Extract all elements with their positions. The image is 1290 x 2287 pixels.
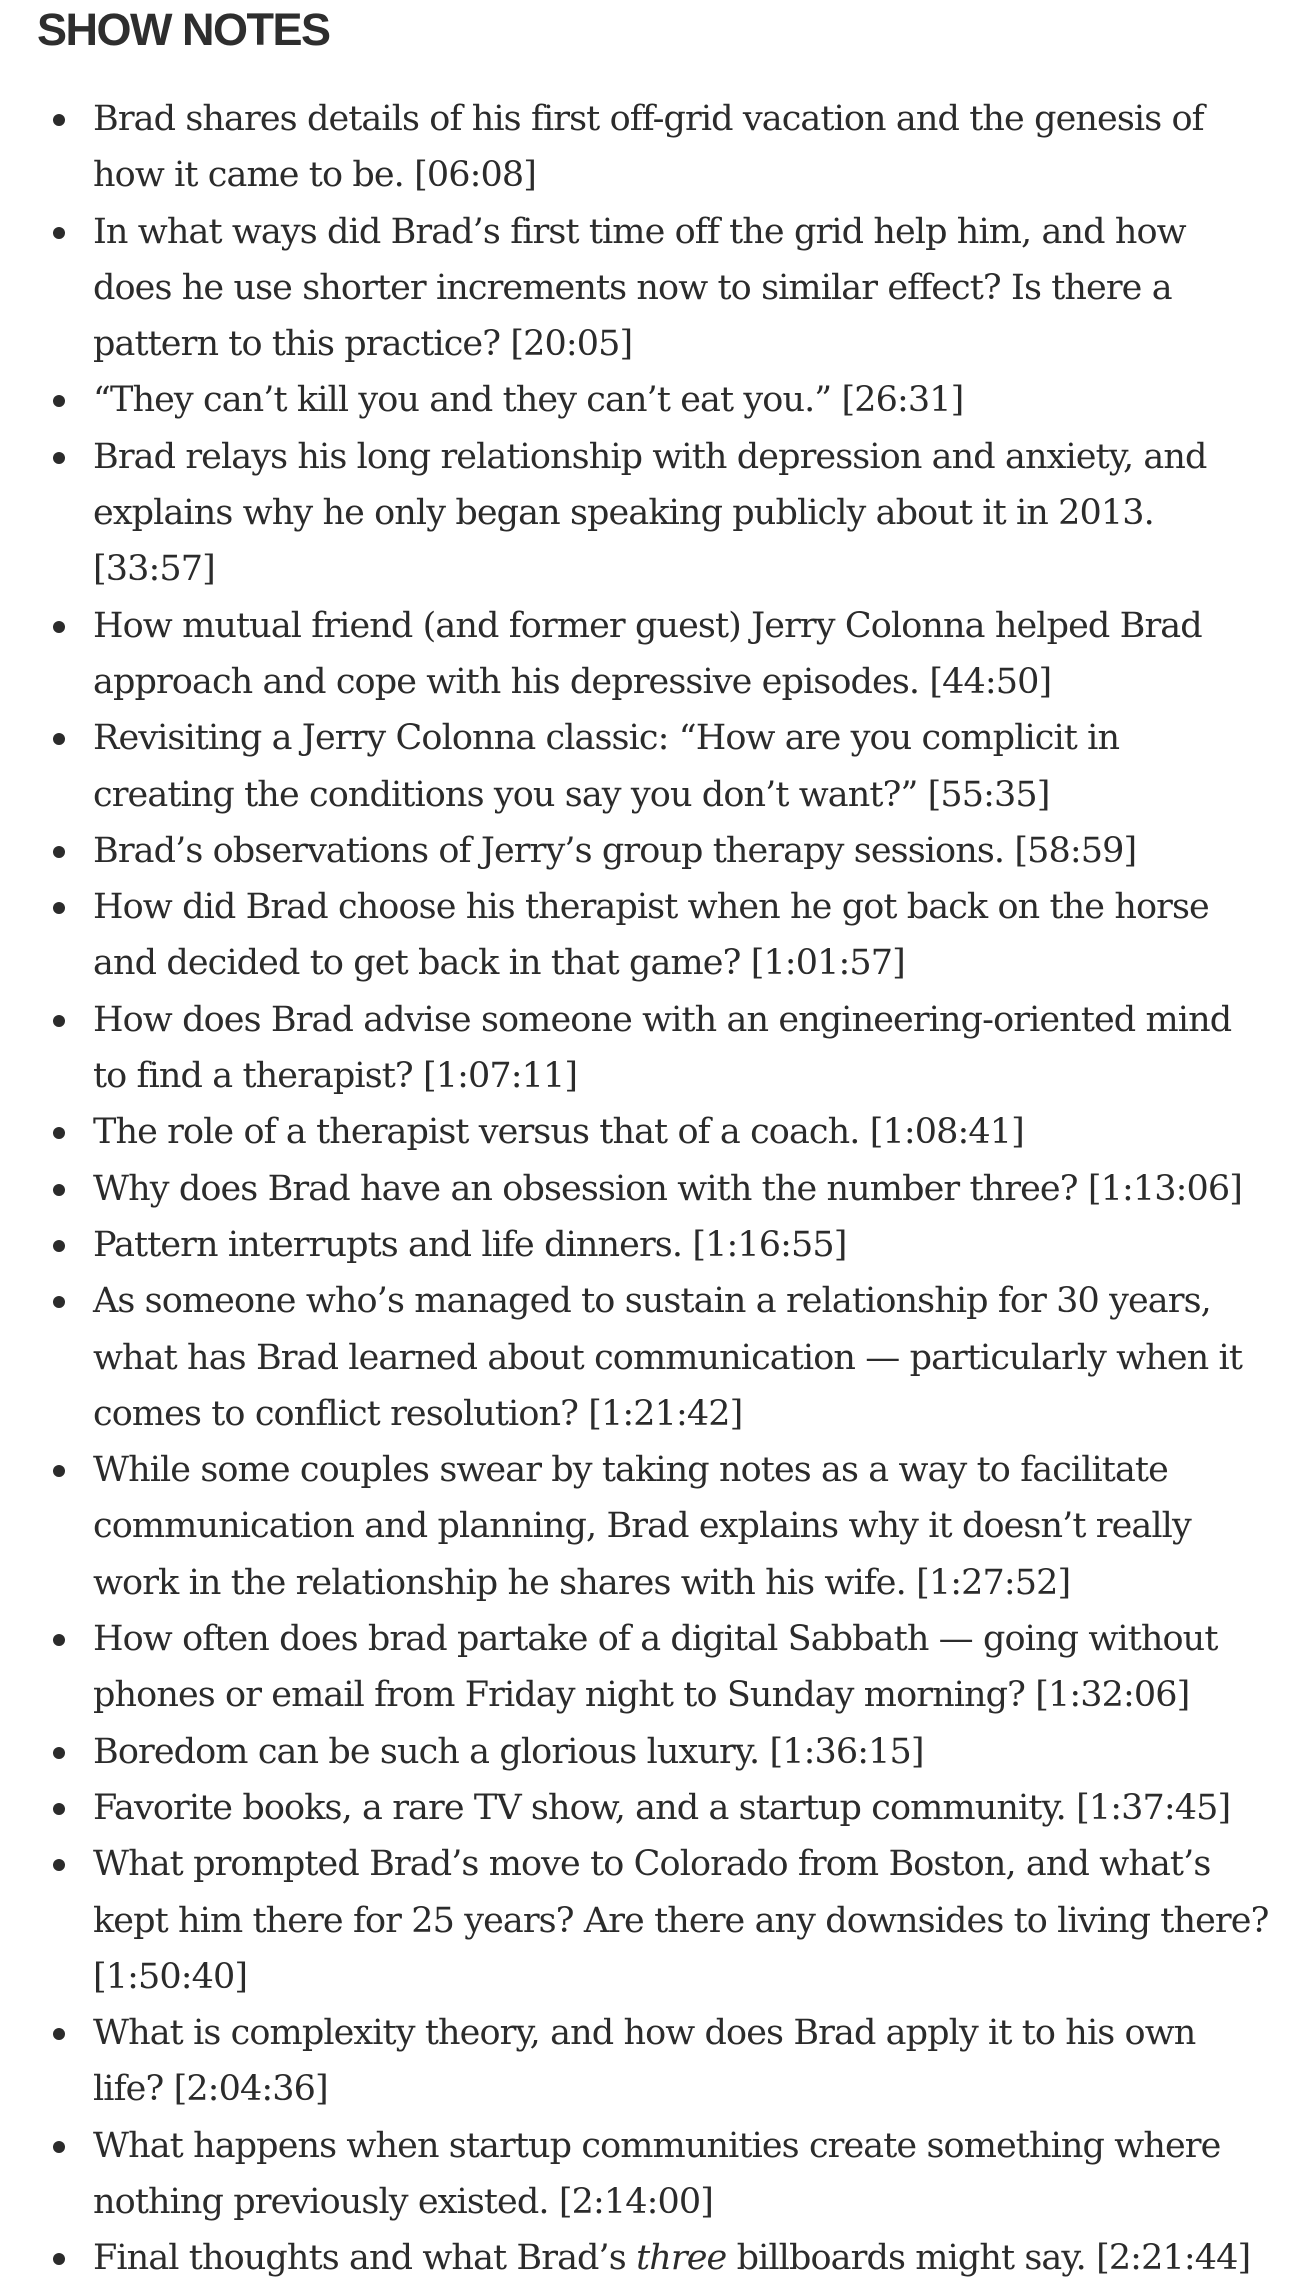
note-text: Revisiting a Jerry Colonna classic: “How are you complicit in creating the conditions you say you don’t want?” xyxy=(93,718,1120,815)
bullet-icon xyxy=(53,733,65,745)
list-item xyxy=(0,710,1290,823)
timestamp: [58:59] xyxy=(1014,830,1137,871)
list-item xyxy=(0,823,1290,879)
timestamp: [1:07:11] xyxy=(423,1056,578,1097)
note-text: Boredom can be such a glorious luxury. xyxy=(93,1731,760,1772)
list-item xyxy=(0,598,1290,711)
note-emphasis: three xyxy=(636,2238,727,2279)
list-item xyxy=(0,429,1290,598)
list-item xyxy=(0,1442,1290,1611)
bullet-icon xyxy=(53,621,65,633)
list-item xyxy=(0,1273,1290,1442)
timestamp: [55:35] xyxy=(927,774,1050,815)
bullet-icon xyxy=(53,1240,65,1252)
timestamp: [1:36:15] xyxy=(769,1731,924,1772)
list-item xyxy=(0,1217,1290,1273)
timestamp: [26:31] xyxy=(841,380,964,421)
bullet-icon xyxy=(53,1127,65,1139)
list-item xyxy=(0,2118,1290,2231)
timestamp: [2:21:44] xyxy=(1096,2238,1251,2279)
timestamp: [1:08:41] xyxy=(869,1112,1024,1153)
note-text: How does Brad advise someone with an engineering-oriented mind to find a therapist? xyxy=(93,999,1232,1097)
timestamp: [1:32:06] xyxy=(1035,1675,1190,1716)
note-text: Favorite books, a rare TV show, and a startup community. xyxy=(93,1787,1066,1828)
timestamp: [1:13:06] xyxy=(1087,1168,1242,1209)
timestamp: [33:57] xyxy=(93,549,215,590)
list-item xyxy=(0,992,1290,1105)
note-text: What prompted Brad’s move to Colorado from Boston, and what’s kept him there for 25 years? Are there any downsides to living there? xyxy=(93,1844,1269,1941)
timestamp: [1:37:45] xyxy=(1076,1787,1231,1828)
note-text: The role of a therapist versus that of a coach. xyxy=(93,1112,860,1153)
note-text: How did Brad choose his therapist when he got back on the horse and decided to get back in that game? xyxy=(93,887,1209,984)
timestamp: [06:08] xyxy=(414,155,536,196)
list-item xyxy=(0,372,1290,428)
list-item xyxy=(0,1780,1290,1836)
timestamp: [1:50:40] xyxy=(93,1956,248,1997)
note-text: What is complexity theory, and how does Brad apply it to his own life? xyxy=(93,2013,1196,2110)
bullet-icon xyxy=(53,452,65,464)
timestamp: [1:01:57] xyxy=(750,943,905,984)
note-text: Brad relays his long relationship with depression and anxiety, and explains why he only began speaking publicly about it in 2013. xyxy=(93,436,1207,534)
bullet-icon xyxy=(53,114,65,126)
list-item xyxy=(0,91,1290,204)
bullet-icon xyxy=(53,1465,65,1477)
timestamp: [2:14:00] xyxy=(558,2181,713,2222)
bullet-icon xyxy=(53,2141,65,2153)
show-notes-list xyxy=(0,91,1290,2287)
note-text: Brad’s observations of Jerry’s group therapy sessions. xyxy=(93,830,1005,871)
timestamp: [1:21:42] xyxy=(588,1393,743,1434)
note-text: Brad shares details of his first off-grid vacation and the genesis of how it came to be. xyxy=(93,99,1204,196)
list-item xyxy=(0,1104,1290,1160)
bullet-icon xyxy=(53,846,65,858)
list-item xyxy=(0,1724,1290,1780)
bullet-icon xyxy=(53,1296,65,1308)
bullet-icon xyxy=(53,1015,65,1027)
timestamp: [2:04:36] xyxy=(173,2069,328,2110)
bullet-icon xyxy=(53,2028,65,2040)
list-item xyxy=(0,2005,1290,2118)
list-item xyxy=(0,1836,1290,2005)
bullet-icon xyxy=(53,1747,65,1759)
bullet-icon xyxy=(53,1634,65,1646)
note-text: How mutual friend (and former guest) Jerry Colonna helped Brad approach and cope with his depressive episodes. xyxy=(93,605,1202,702)
note-text: How often does brad partake of a digital Sabbath — going without phones or email from Friday night to Sunday morning? xyxy=(93,1619,1218,1716)
timestamp: [44:50] xyxy=(929,661,1052,702)
timestamp: [1:27:52] xyxy=(916,1562,1071,1603)
bullet-icon xyxy=(53,395,65,407)
list-item xyxy=(0,1611,1290,1724)
note-text: Why does Brad have an obsession with the number three? xyxy=(93,1168,1078,1209)
note-text: Pattern interrupts and life dinners. xyxy=(93,1224,683,1265)
section-heading: SHOW NOTES xyxy=(37,4,330,55)
note-text: “They can’t kill you and they can’t eat you.” xyxy=(93,380,832,421)
note-text: What happens when startup communities create something where nothing previously existed. xyxy=(93,2125,1221,2222)
bullet-icon xyxy=(53,1184,65,1196)
note-text: In what ways did Brad’s first time off the grid help him, and how does he use shorter increments now to similar effect? Is there a pattern to this practice? xyxy=(93,211,1186,365)
note-text: While some couples swear by taking notes as a way to facilitate communication and planning, Brad explains why it doesn’t really work in the relationship he shares with his wife. xyxy=(93,1450,1191,1603)
list-item xyxy=(0,2230,1290,2286)
list-item xyxy=(0,1161,1290,1217)
note-text: As someone who’s managed to sustain a relationship for 30 years, what has Brad learned about communication — particularly when it comes to conflict resolution? xyxy=(93,1281,1243,1434)
note-text-after: billboards might say. xyxy=(736,2238,1086,2279)
timestamp: [1:16:55] xyxy=(692,1224,847,1265)
bullet-icon xyxy=(53,902,65,914)
bullet-icon xyxy=(53,227,65,239)
list-item xyxy=(0,204,1290,373)
bullet-icon xyxy=(53,1859,65,1871)
list-item xyxy=(0,879,1290,992)
note-text-before: Final thoughts and what Brad’s xyxy=(93,2238,626,2279)
bullet-icon xyxy=(53,1803,65,1815)
timestamp: [20:05] xyxy=(510,324,633,365)
bullet-icon xyxy=(53,2253,65,2265)
